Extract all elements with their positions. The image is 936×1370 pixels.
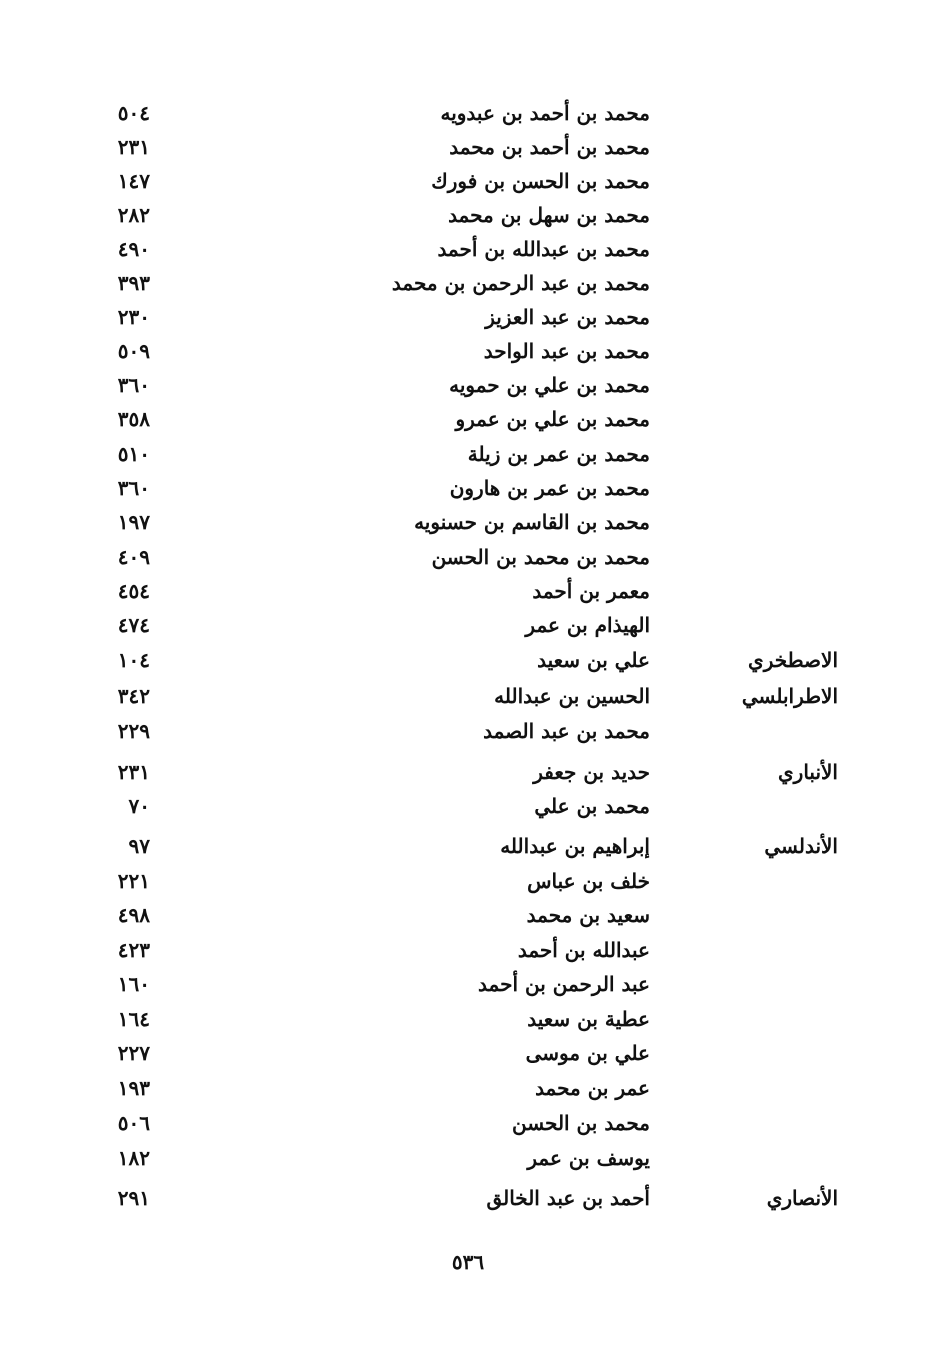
index-entry (0, 829, 936, 863)
entry-page-number: ٥١٠ (117, 442, 150, 466)
entry-page-number: ٣٩٣ (117, 271, 150, 295)
entry-name: يوسف بن عمر (527, 1146, 650, 1170)
entry-name: عبدالله بن أحمد (517, 938, 650, 962)
entry-name: حديد بن جعفر (533, 760, 650, 784)
entry-page-number: ٣٤٢ (117, 684, 150, 708)
index-entry (0, 1036, 936, 1070)
entry-page-number: ٧٠ (128, 794, 150, 818)
entry-page-number: ٤٢٣ (117, 938, 150, 962)
entry-name: محمد بن علي (534, 794, 650, 818)
entry-page-number: ٥٠٦ (117, 1111, 150, 1135)
entry-page-number: ٩٧ (128, 834, 150, 858)
index-entry (0, 368, 936, 402)
index-entry (0, 164, 936, 198)
entry-page-number: ٢٨٢ (117, 203, 150, 227)
index-entry (0, 505, 936, 539)
entry-page-number: ٤٩٠ (117, 237, 150, 261)
entry-name: محمد بن القاسم بن حسنويه (414, 510, 650, 534)
entry-page-number: ١٨٢ (117, 1146, 150, 1170)
entry-page-number: ١٤٧ (117, 169, 150, 193)
entry-page-number: ٤٠٩ (117, 545, 150, 569)
entry-name: محمد بن عمر بن زيلة (467, 442, 650, 466)
index-entry (0, 1002, 936, 1036)
index-entry (0, 643, 936, 677)
entry-nisba: الأندلسي (764, 834, 838, 858)
entry-name: أحمد بن عبد الخالق (486, 1186, 650, 1210)
entry-page-number: ٤٧٤ (117, 613, 150, 637)
entry-page-number: ٢٣١ (117, 135, 150, 159)
index-entry (0, 96, 936, 130)
index-entry (0, 198, 936, 232)
entry-name: عبد الرحمن بن أحمد (478, 972, 650, 996)
entry-page-number: ١٦٤ (117, 1007, 150, 1031)
entry-page-number: ٣٦٠ (117, 373, 150, 397)
index-entry (0, 266, 936, 300)
index-entry (0, 574, 936, 608)
entry-page-number: ٢٣٠ (117, 305, 150, 329)
entry-name: محمد بن علي بن حمويه (449, 373, 650, 397)
entry-name: عمر بن محمد (535, 1076, 650, 1100)
entry-name: الهيذام بن عمر (525, 613, 650, 637)
entry-page-number: ١٦٠ (117, 972, 150, 996)
entry-page-number: ٢٢٩ (117, 719, 150, 743)
entry-name: خلف بن عباس (527, 869, 650, 893)
index-entry (0, 755, 936, 789)
index-entry (0, 540, 936, 574)
entry-name: محمد بن عبدالله بن أحمد (437, 237, 650, 261)
index-entry (0, 402, 936, 436)
entry-page-number: ١٩٧ (117, 510, 150, 534)
entry-name: محمد بن الحسن (511, 1111, 650, 1135)
entry-name: إبراهيم بن عبدالله (500, 834, 650, 858)
entry-page-number: ٣٦٠ (117, 476, 150, 500)
entry-page-number: ١٩٣ (117, 1076, 150, 1100)
index-entry (0, 608, 936, 642)
index-entry (0, 789, 936, 823)
index-entry (0, 679, 936, 713)
index-entry (0, 232, 936, 266)
index-entry (0, 1106, 936, 1140)
entry-page-number: ٣٥٨ (117, 407, 150, 431)
entry-name: محمد بن الحسن بن فورك (431, 169, 650, 193)
entry-page-number: ٢٢٧ (117, 1041, 150, 1065)
entry-page-number: ٢٣١ (117, 760, 150, 784)
index-entry (0, 864, 936, 898)
index-entry (0, 933, 936, 967)
index-entry (0, 1141, 936, 1175)
entry-nisba: الاطرابلسي (741, 684, 838, 708)
entry-page-number: ٢٢١ (117, 869, 150, 893)
index-entry (0, 898, 936, 932)
entry-name: معمر بن أحمد (532, 579, 650, 603)
index-entry (0, 130, 936, 164)
entry-name: محمد بن أحمد بن عبدويه (440, 101, 650, 125)
entry-nisba: الاصطخري (748, 648, 838, 672)
index-entry (0, 967, 936, 1001)
entry-name: محمد بن عمر بن هارون (449, 476, 650, 500)
index-entry (0, 1181, 936, 1215)
entry-name: محمد بن علي بن عمرو (455, 407, 650, 431)
entry-page-number: ٢٩١ (117, 1186, 150, 1210)
index-entry (0, 1071, 936, 1105)
entry-nisba: الأنصاري (766, 1186, 838, 1210)
entry-page-number: ١٠٤ (117, 648, 150, 672)
index-entry (0, 300, 936, 334)
entry-name: محمد بن عبد الرحمن بن محمد (391, 271, 650, 295)
entry-page-number: ٤٥٤ (117, 579, 150, 603)
entry-page-number: ٤٩٨ (117, 903, 150, 927)
index-entry (0, 334, 936, 368)
index-entry (0, 437, 936, 471)
entry-name: محمد بن محمد بن الحسن (431, 545, 650, 569)
entry-name: علي بن موسى (525, 1041, 650, 1065)
entry-name: محمد بن عبد العزيز (485, 305, 650, 329)
page-number: ٥٣٦ (451, 1250, 485, 1274)
entry-nisba: الأنباري (778, 760, 838, 784)
index-entry (0, 714, 936, 748)
entry-name: محمد بن عبد الواحد (483, 339, 650, 363)
entry-page-number: ٥٠٩ (117, 339, 150, 363)
entry-name: علي بن سعيد (537, 648, 650, 672)
entry-name: محمد بن سهل بن محمد (448, 203, 650, 227)
entry-page-number: ٥٠٤ (117, 101, 150, 125)
entry-name: الحسين بن عبدالله (494, 684, 650, 708)
index-entry (0, 471, 936, 505)
entry-name: محمد بن أحمد بن محمد (449, 135, 650, 159)
entry-name: محمد بن عبد الصمد (483, 719, 650, 743)
entry-name: عطية بن سعيد (527, 1007, 650, 1031)
entry-name: سعيد بن محمد (526, 903, 650, 927)
